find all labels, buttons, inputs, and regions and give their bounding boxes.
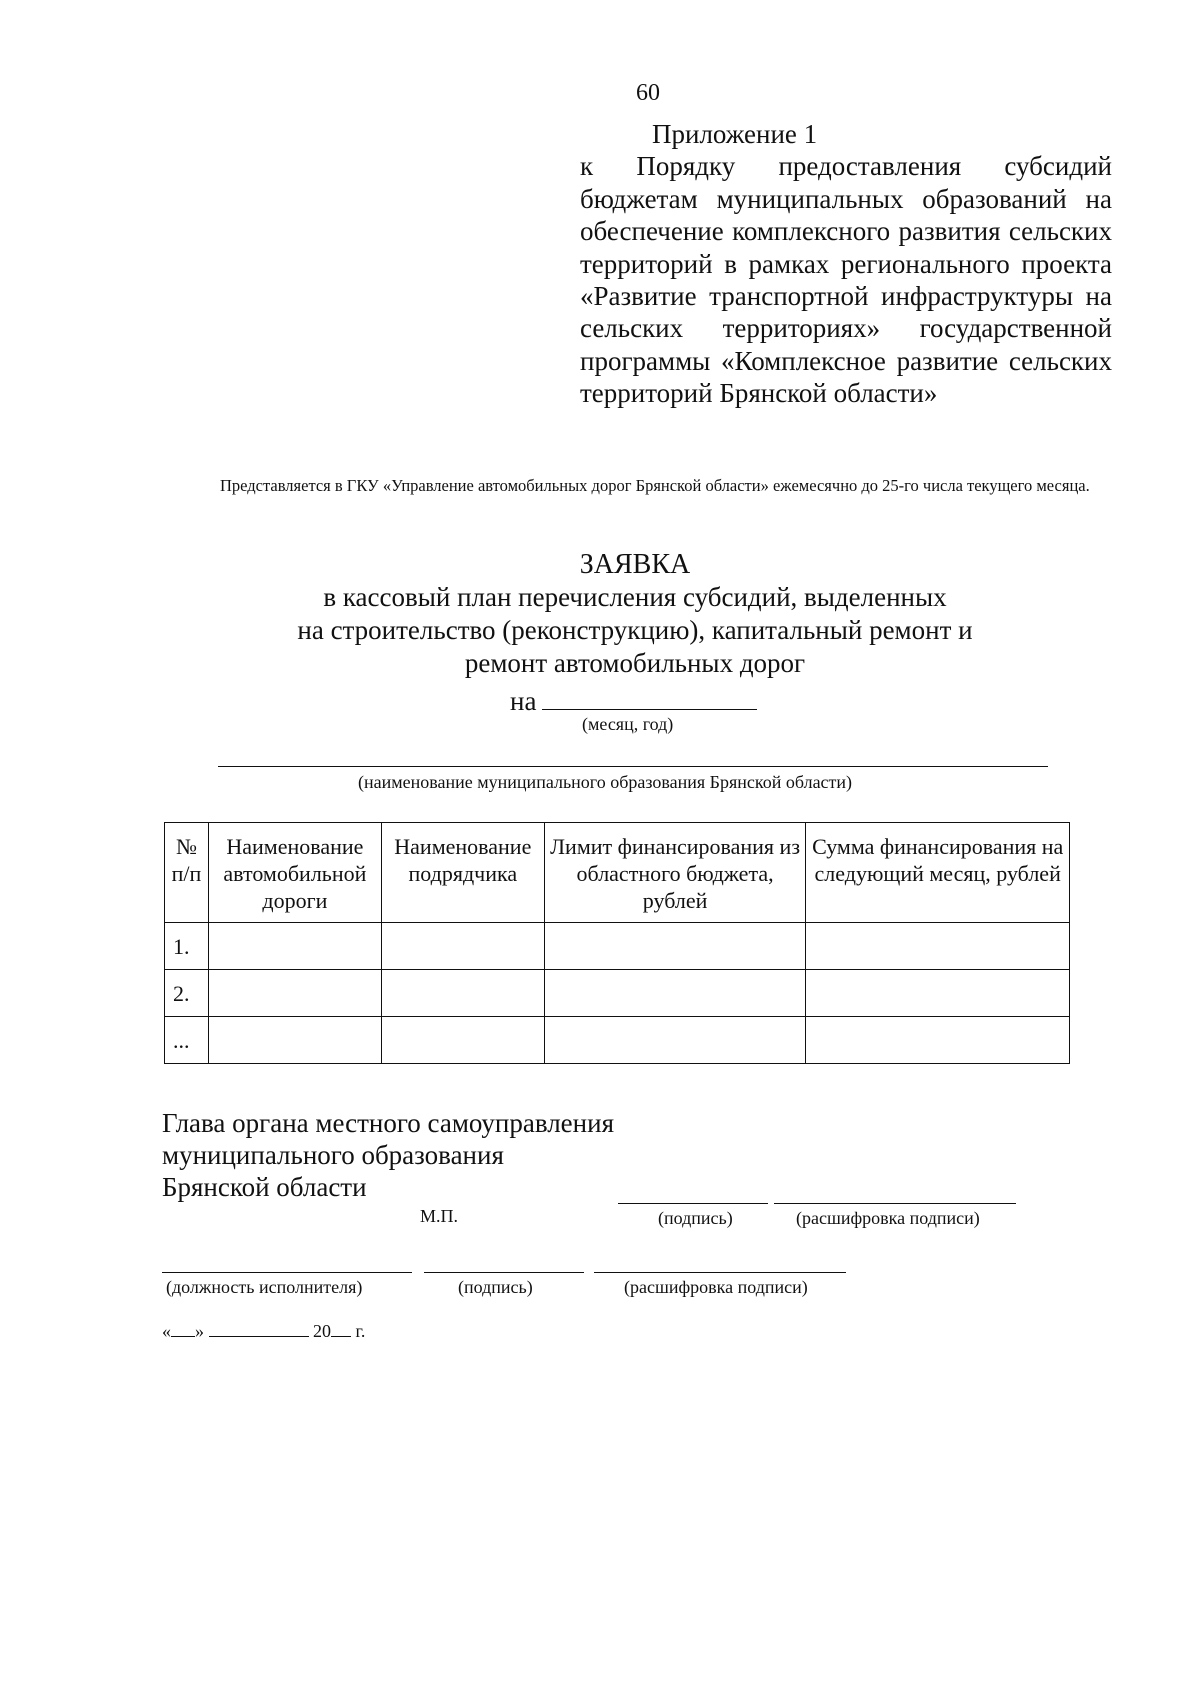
header-funding-limit: Лимит финансирования из областного бюджета, рублей — [544, 823, 806, 923]
appendix-block — [580, 118, 1112, 410]
signature-caption: (подпись) — [658, 1208, 733, 1228]
header-road-name: Наименование автомобильной дороги — [208, 823, 381, 923]
executor-signature-blank-line — [424, 1272, 584, 1273]
date-open-quote: « — [162, 1321, 171, 1341]
decoding-blank-line — [774, 1203, 1016, 1204]
funding-limit-cell — [544, 1017, 806, 1064]
period-row — [510, 686, 757, 717]
road-name-cell — [208, 923, 381, 970]
decoding-caption: (расшифровка подписи) — [796, 1208, 980, 1228]
funding-limit-cell — [544, 970, 806, 1017]
table-row — [165, 923, 1070, 970]
signature-blank-line — [618, 1203, 768, 1204]
row-number-cell: 2. — [165, 970, 209, 1017]
row-number-cell: 1. — [165, 923, 209, 970]
document-subtitle-line: на строительство (реконструкцию), капитальный ремонт и — [297, 615, 973, 645]
date-close-quote: » — [195, 1321, 204, 1341]
month-blank — [209, 1320, 309, 1337]
org-name-blank-line — [218, 766, 1048, 767]
next-month-amount-cell — [806, 970, 1070, 1017]
appendix-text: к Порядку предоставления субсидий бюджетам муниципальных образований на обеспечение комплексного развития сельских территорий в рамках регионального проекта «Развитие транспортной инфраструктуры на сельских территориях» государственной программы «Комплексное развитие сельских территорий Брянской области» — [580, 151, 1112, 409]
header-number: № п/п — [165, 823, 209, 923]
document-title: ЗАЯВКА — [579, 549, 691, 580]
next-month-amount-cell — [806, 923, 1070, 970]
head-title-line: Брянской области — [162, 1172, 367, 1202]
document-subtitle-line: в кассовый план перечисления субсидий, выделенных — [323, 582, 947, 612]
table-row — [165, 1017, 1070, 1064]
next-month-amount-cell — [806, 1017, 1070, 1064]
period-caption: (месяц, год) — [582, 714, 674, 734]
head-title-line: Глава органа местного самоуправления — [162, 1108, 614, 1138]
year-suffix: г. — [355, 1321, 366, 1341]
road-name-cell — [208, 1017, 381, 1064]
year-blank — [331, 1320, 351, 1337]
contractor-cell — [381, 1017, 544, 1064]
document-heading — [150, 548, 1120, 680]
executor-decoding-caption: (расшифровка подписи) — [624, 1277, 808, 1297]
executor-position-caption: (должность исполнителя) — [166, 1277, 363, 1297]
day-blank — [171, 1320, 195, 1337]
stamp-label: М.П. — [420, 1206, 459, 1226]
executor-position-blank-line — [162, 1272, 412, 1273]
date-line — [162, 1320, 365, 1342]
submission-note: Представляется в ГКУ «Управление автомобильных дорог Брянской области» ежемесячно до 25-го числа текущего месяца. — [220, 476, 1090, 495]
financing-table — [164, 822, 1070, 1064]
table-header-row — [165, 823, 1070, 923]
road-name-cell — [208, 970, 381, 1017]
header-next-month-amount: Сумма финансирования на следующий месяц, рублей — [806, 823, 1070, 923]
page-number: 60 — [636, 80, 660, 106]
row-number-cell: ... — [165, 1017, 209, 1064]
head-signature-title — [162, 1107, 614, 1203]
head-title-line: муниципального образования — [162, 1140, 504, 1170]
contractor-cell — [381, 923, 544, 970]
contractor-cell — [381, 970, 544, 1017]
executor-signature-caption: (подпись) — [458, 1277, 533, 1297]
org-name-caption: (наименование муниципального образования Брянской области) — [358, 772, 853, 792]
document-subtitle-line: ремонт автомобильных дорог — [464, 648, 806, 678]
executor-decoding-blank-line — [594, 1272, 846, 1273]
header-contractor: Наименование подрядчика — [381, 823, 544, 923]
funding-limit-cell — [544, 923, 806, 970]
appendix-title: Приложение 1 — [652, 119, 818, 149]
year-prefix: 20 — [313, 1321, 331, 1341]
period-prefix: на — [510, 686, 537, 716]
period-blank-line — [542, 687, 757, 710]
table-row — [165, 970, 1070, 1017]
